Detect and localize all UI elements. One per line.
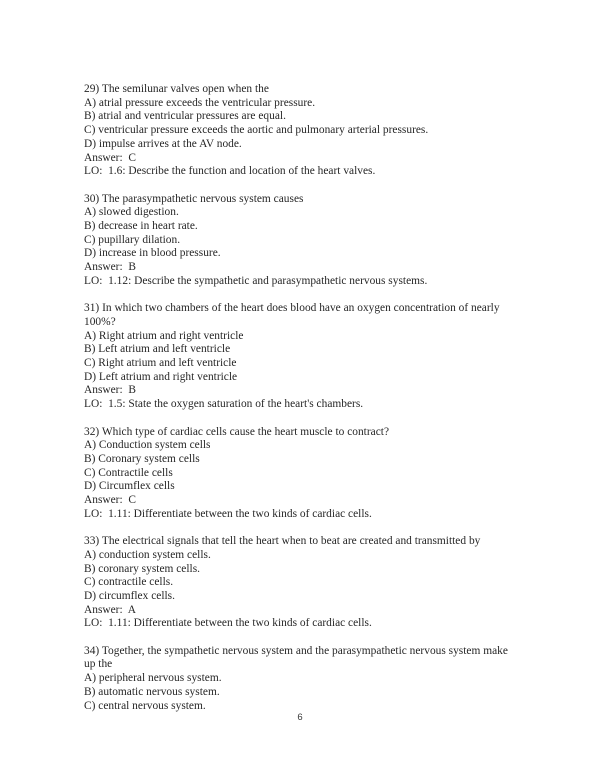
question-stem: 31) In which two chambers of the heart does blood have an oxygen concentration of nearly 100%? <box>84 302 503 328</box>
question-option-c: C) Contractile cells <box>84 466 173 479</box>
question-answer: Answer: B <box>84 384 136 397</box>
question-learning-objective: LO: 1.11: Differentiate between the two kinds of cardiac cells. <box>84 507 372 520</box>
question-option-d: D) circumflex cells. <box>84 589 175 602</box>
question-block-33 <box>84 535 514 631</box>
question-list <box>84 83 514 713</box>
question-option-d: D) impulse arrives at the AV node. <box>84 137 242 150</box>
question-block-32 <box>84 426 514 522</box>
question-option-b: B) Left atrium and left ventricle <box>84 343 231 356</box>
question-option-d: D) Left atrium and right ventricle <box>84 370 238 383</box>
question-answer: Answer: C <box>84 151 136 164</box>
question-option-a: A) atrial pressure exceeds the ventricular pressure. <box>84 96 316 109</box>
question-answer: Answer: C <box>84 494 136 507</box>
question-block-31 <box>84 302 514 412</box>
question-block-34 <box>84 645 514 714</box>
page-number: 6 <box>297 712 303 723</box>
question-option-c: C) ventricular pressure exceeds the aortic and pulmonary arterial pressures. <box>84 124 429 137</box>
question-learning-objective: LO: 1.11: Differentiate between the two kinds of cardiac cells. <box>84 617 372 630</box>
question-option-b: B) Coronary system cells <box>84 452 200 465</box>
question-option-a: A) slowed digestion. <box>84 206 179 219</box>
question-stem: 33) The electrical signals that tell the heart when to beat are created and transmitted by <box>84 535 481 548</box>
question-option-b: B) atrial and ventricular pressures are equal. <box>84 110 286 123</box>
question-stem: 30) The parasympathetic nervous system causes <box>84 192 304 205</box>
question-stem: 34) Together, the sympathetic nervous system and the parasympathetic nervous system make up the <box>84 644 511 671</box>
question-option-a: A) Right atrium and right ventricle <box>84 329 244 342</box>
question-option-d: D) Circumflex cells <box>84 480 175 493</box>
question-option-c: C) Right atrium and left ventricle <box>84 357 237 370</box>
question-option-c: C) central nervous system. <box>84 699 206 712</box>
question-option-b: B) automatic nervous system. <box>84 685 220 698</box>
question-option-c: C) pupillary dilation. <box>84 233 181 246</box>
question-stem: 32) Which type of cardiac cells cause the heart muscle to contract? <box>84 425 390 438</box>
question-option-d: D) increase in blood pressure. <box>84 247 221 260</box>
question-learning-objective: LO: 1.5: State the oxygen saturation of the heart's chambers. <box>84 398 364 411</box>
question-block-29 <box>84 83 514 179</box>
question-option-c: C) contractile cells. <box>84 576 174 589</box>
question-option-a: A) Conduction system cells <box>84 439 211 452</box>
question-learning-objective: LO: 1.12: Describe the sympathetic and parasympathetic nervous systems. <box>84 274 428 287</box>
question-answer: Answer: A <box>84 603 136 616</box>
question-option-a: A) conduction system cells. <box>84 548 211 561</box>
question-stem: 29) The semilunar valves open when the <box>84 83 269 95</box>
question-option-b: B) coronary system cells. <box>84 562 201 575</box>
question-option-b: B) decrease in heart rate. <box>84 220 198 233</box>
question-block-30 <box>84 193 514 289</box>
question-answer: Answer: B <box>84 261 136 274</box>
question-option-a: A) peripheral nervous system. <box>84 672 222 685</box>
question-learning-objective: LO: 1.6: Describe the function and location of the heart valves. <box>84 165 376 178</box>
